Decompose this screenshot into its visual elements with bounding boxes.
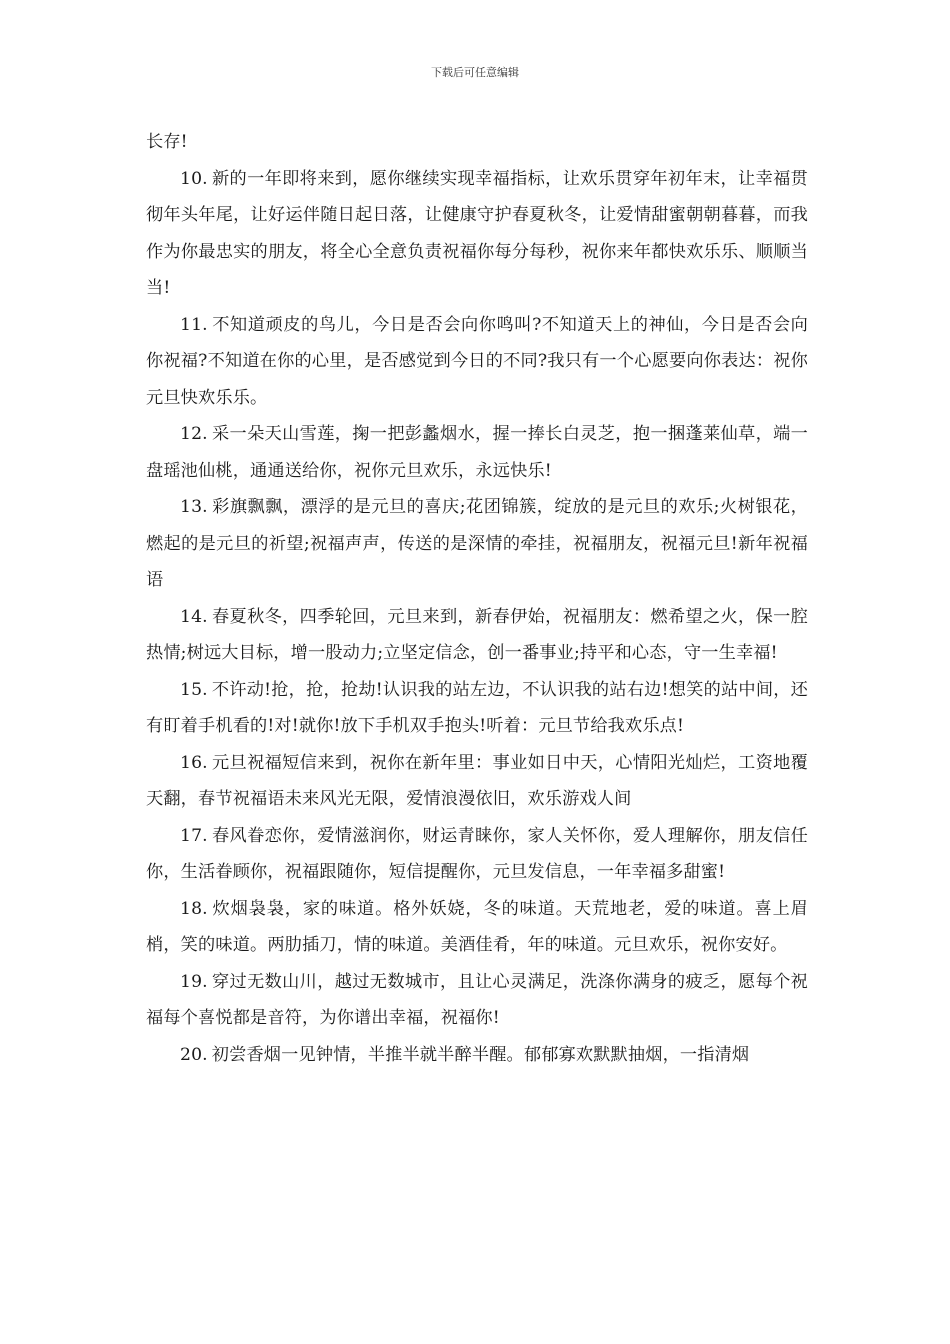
paragraph-text: 炊烟袅袅，家的味道。格外妖娆，冬的味道。天荒地老，爱的味道。喜上眉梢，笑的味道。两肋插刀，情的味道。美酒佳肴，年的味道。元旦欢乐，祝你安好。 xyxy=(146,898,808,955)
item-number: 16. xyxy=(180,752,208,773)
paragraph-item-13 xyxy=(146,489,808,599)
paragraph-item-15 xyxy=(146,672,808,745)
paragraph-item-12 xyxy=(146,416,808,489)
item-number: 15. xyxy=(180,679,208,700)
item-number: 18. xyxy=(180,898,208,919)
paragraph-text: 长存! xyxy=(146,132,188,152)
item-number: 11. xyxy=(180,314,208,335)
item-number: 10. xyxy=(180,168,208,189)
paragraph-text: 穿过无数山川，越过无数城市，且让心灵满足，洗涤你满身的疲乏，愿每个祝福每个喜悦都是音符，为你谱出幸福，祝福你! xyxy=(146,971,808,1028)
paragraph-text: 不知道顽皮的鸟儿，今日是否会向你鸣叫?不知道天上的神仙，今日是否会向你祝福?不知道在你的心里，是否感觉到今日的不同?我只有一个心愿要向你表达：祝你元旦快欢乐乐。 xyxy=(146,314,808,408)
paragraph-text: 初尝香烟一见钟情，半推半就半醉半醒。郁郁寡欢默默抽烟，一指清烟 xyxy=(211,1044,750,1065)
paragraph-item-11 xyxy=(146,307,808,417)
paragraph-text: 不许动!抢，抢，抢劫!认识我的站左边，不认识我的站右边!想笑的站中间，还有盯着手机看的!对!就你!放下手机双手抱头!听着：元旦节给我欢乐点! xyxy=(146,679,808,736)
paragraph-continuation xyxy=(146,124,808,161)
item-number: 14. xyxy=(180,606,208,627)
paragraph-item-19 xyxy=(146,964,808,1037)
paragraph-item-16 xyxy=(146,745,808,818)
item-number: 12. xyxy=(180,424,208,444)
item-number: 17. xyxy=(180,825,208,846)
item-number: 13. xyxy=(180,497,208,517)
paragraph-text: 春夏秋冬，四季轮回，元旦来到，新春伊始，祝福朋友：燃希望之火，保一腔热情;树远大目标，增一股动力;立坚定信念，创一番事业;持平和心态，守一生幸福! xyxy=(146,606,808,663)
paragraph-item-18 xyxy=(146,891,808,964)
paragraph-text: 新的一年即将来到，愿你继续实现幸福指标，让欢乐贯穿年初年末，让幸福贯彻年头年尾，让好运伴随日起日落，让健康守护春夏秋冬，让爱情甜蜜朝朝暮暮，而我作为你最忠实的朋友，将全心全意负责祝福你每分每秒，祝你来年都快欢乐乐、顺顺当当! xyxy=(146,168,808,298)
paragraph-text: 彩旗飘飘，漂浮的是元旦的喜庆;花团锦簇，绽放的是元旦的欢乐;火树银花，燃起的是元旦的祈望;祝福声声，传送的是深情的牵挂，祝福朋友，祝福元旦!新年祝福语 xyxy=(146,497,808,590)
paragraph-text: 春风眷恋你，爱情滋润你，财运青睐你，家人关怀你，爱人理解你，朋友信任你，生活眷顾你，祝福跟随你，短信提醒你，元旦发信息，一年幸福多甜蜜! xyxy=(146,825,808,882)
paragraph-item-14 xyxy=(146,599,808,672)
paragraph-text: 元旦祝福短信来到，祝你在新年里：事业如日中天，心情阳光灿烂，工资地覆天翻，春节祝福语未来风光无限，爱情浪漫依旧，欢乐游戏人间 xyxy=(146,752,808,809)
item-number: 20. xyxy=(180,1044,208,1065)
paragraph-item-17 xyxy=(146,818,808,891)
page-header: 下载后可任意编辑 xyxy=(431,66,519,79)
paragraph-item-10 xyxy=(146,161,808,307)
item-number: 19. xyxy=(180,971,208,992)
paragraph-text: 采一朵天山雪莲，掬一把彭蠡烟水，握一捧长白灵芝，抱一捆蓬莱仙草，端一盘瑶池仙桃，通通送给你，祝你元旦欢乐，永远快乐! xyxy=(146,424,808,481)
paragraph-item-20 xyxy=(146,1037,808,1074)
document-body xyxy=(146,124,808,1073)
